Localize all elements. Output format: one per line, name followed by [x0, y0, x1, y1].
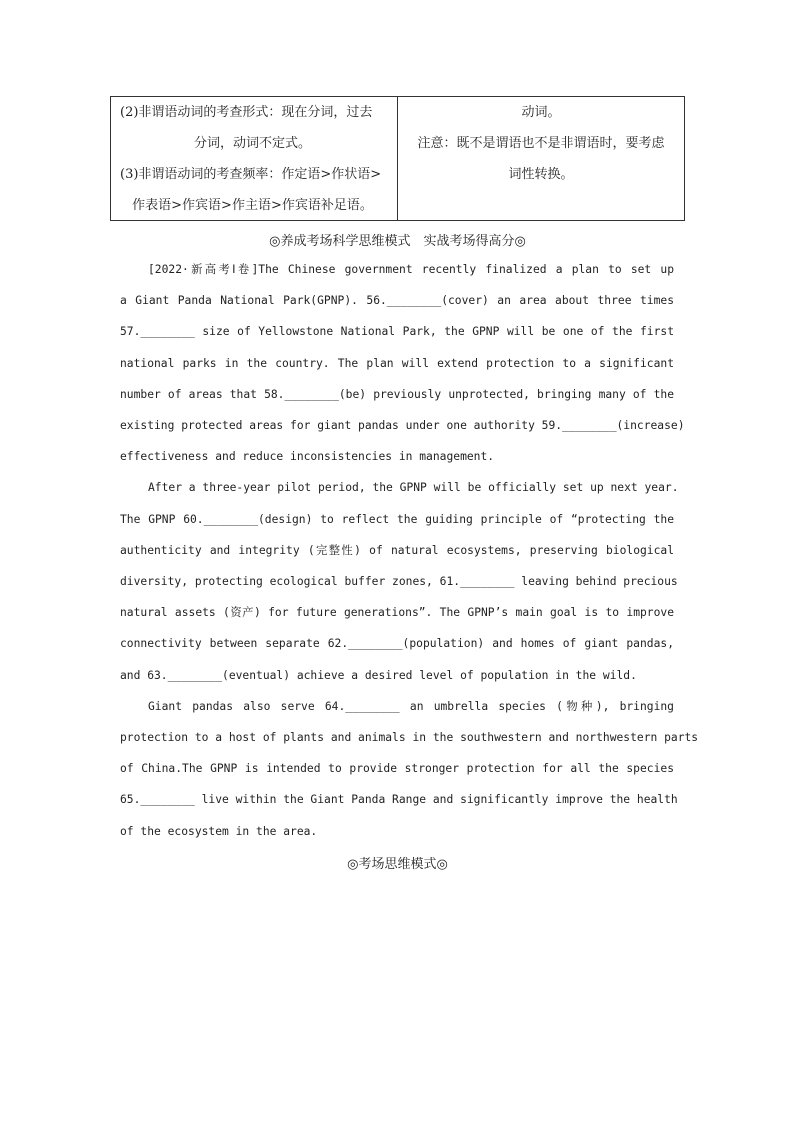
- passage-line: national parks in the country. The plan will extend protection to a significant: [120, 357, 674, 370]
- grammar-notes-table: [110, 96, 685, 221]
- table-right-line: 词性转换。: [508, 167, 574, 182]
- passage-line: diversity, protecting ecological buffer zones, 61.________ leaving behind precious: [120, 575, 678, 588]
- table-right-line: 动词。: [521, 105, 561, 120]
- table-left-line: (3)非谓语动词的考查频率：作定语>作状语>: [120, 167, 382, 182]
- passage-line: After a three-year pilot period, the GPNP will be officially set up next year.: [148, 481, 679, 494]
- passage-line: authenticity and integrity (完整性) of natural ecosystems, preserving biological: [120, 544, 674, 557]
- passage-line: Giant pandas also serve 64.________ an umbrella species (物种), bringing: [148, 700, 674, 713]
- passage-line: and 63.________(eventual) achieve a desired level of population in the wild.: [120, 669, 637, 682]
- passage-line: 65.________ live within the Giant Panda Range and significantly improve the health: [120, 793, 678, 806]
- table-left-line: 分词，动词不定式。: [193, 136, 311, 151]
- passage-line: 57.________ size of Yellowstone National Park, the GPNP will be one of the first: [120, 325, 674, 338]
- passage-line: of the ecosystem in the area.: [120, 825, 318, 838]
- passage-line: protection to a host of plants and animals in the southwestern and northwestern parts: [120, 731, 699, 744]
- passage-line: connectivity between separate 62.________(population) and homes of giant pandas,: [120, 637, 674, 650]
- section-heading: ◎考场思维模式◎: [347, 857, 448, 872]
- table-right-line: 注意：既不是谓语也不是非谓语时，要考虑: [417, 136, 665, 151]
- passage-line: number of areas that 58.________(be) previously unprotected, bringing many of the: [120, 388, 674, 401]
- passage-line: [2022·新高考Ⅰ卷]The Chinese government recently finalized a plan to set up: [148, 263, 674, 276]
- section-heading: ◎养成考场科学思维模式 实战考场得高分◎: [269, 234, 526, 249]
- table-cell-right: [398, 97, 684, 220]
- passage-line: of China.The GPNP is intended to provide stronger protection for all the species: [120, 762, 674, 775]
- passage-line: natural assets (资产) for future generations”. The GPNP’s main goal is to improve: [120, 606, 674, 619]
- passage-line: The GPNP 60.________(design) to reflect the guiding principle of “protecting the: [120, 513, 674, 526]
- passage-line: existing protected areas for giant pandas under one authority 59.________(increase): [120, 419, 685, 432]
- table-left-line: (2)非谓语动词的考查形式：现在分词，过去: [120, 105, 373, 120]
- table-left-line: 作表语>作宾语>作主语>作宾语补足语。: [132, 198, 373, 213]
- passage-line: a Giant Panda National Park(GPNP). 56.________(cover) an area about three times: [120, 294, 674, 307]
- table-cell-left: [111, 97, 398, 220]
- passage-line: effectiveness and reduce inconsistencies in management.: [120, 450, 495, 463]
